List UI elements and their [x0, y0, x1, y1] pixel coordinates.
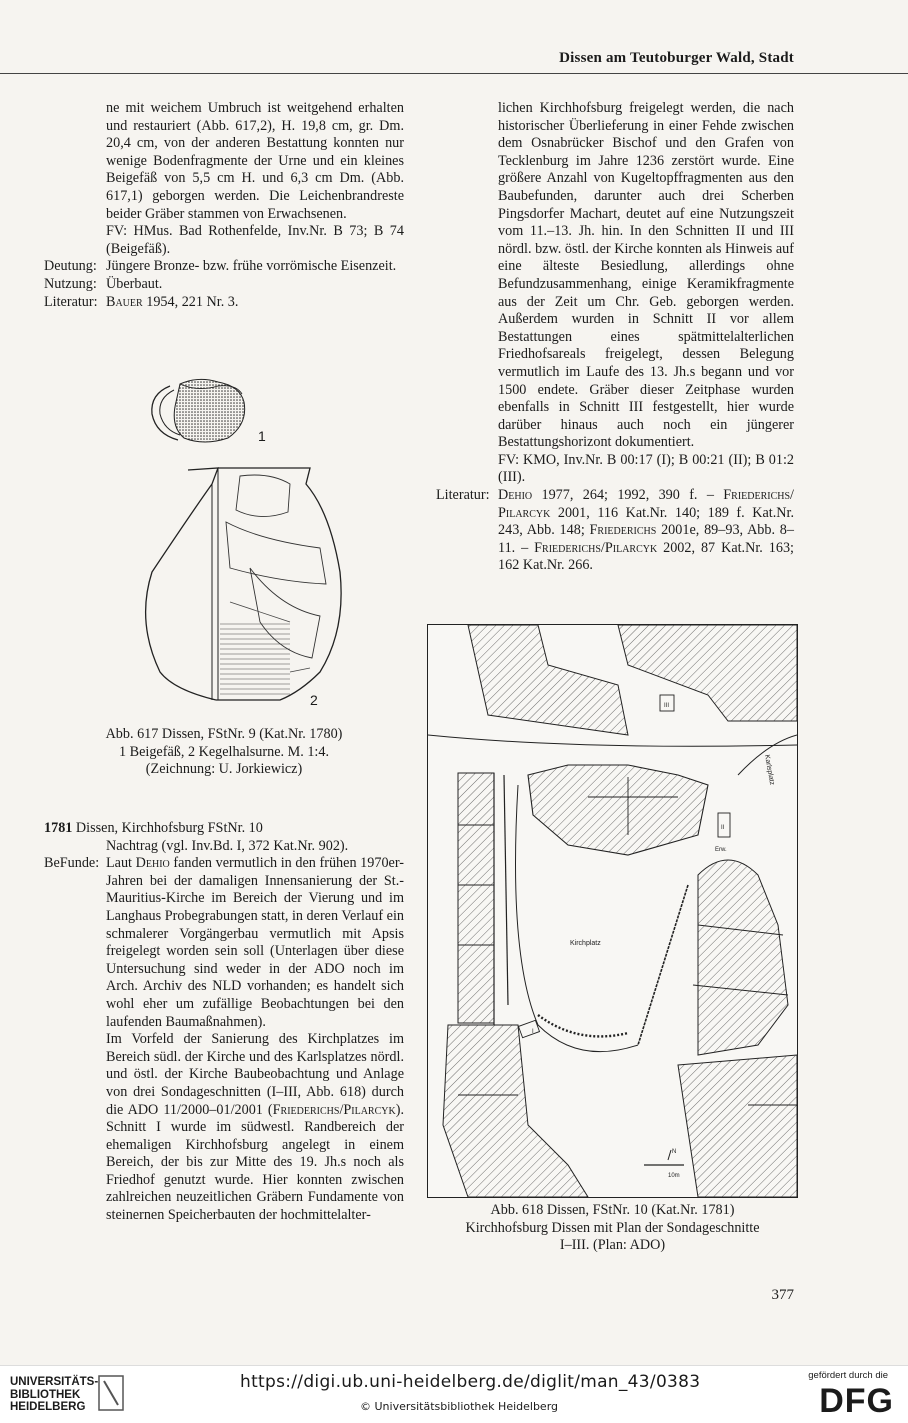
figure-617-label-2: 2 [310, 692, 318, 708]
lit-ref-4: 2002, 87 Kat.Nr. 163; 162 Kat.Nr. 266. [498, 539, 794, 574]
label-section-II: II [721, 825, 725, 831]
label-karlsplatz: Karlsplatz [763, 754, 776, 786]
figure-618-caption [427, 1202, 798, 1255]
site-plan [428, 625, 797, 1197]
right-literatur-label: Literatur: [436, 487, 490, 504]
building-bottom-left [443, 1025, 588, 1197]
figure-617-drawing [140, 372, 350, 712]
right-literatur-text [498, 487, 794, 575]
lit-ref-2: 2001, 116 Kat.Nr. 140; 189 f. Kat.Nr. 243, Abb. 148; [498, 504, 794, 539]
befunde-pre: Laut [106, 855, 136, 872]
lit-author-1: Dehio [498, 487, 533, 504]
literatur-ref: 1954, 221 Nr. 3. [142, 293, 239, 310]
caption-617-line3: (Zeichnung: U. Jorkiewicz) [145, 761, 303, 778]
building-right [698, 860, 788, 1055]
figure-617-label-1: 1 [258, 428, 266, 444]
deutung-text: Jüngere Bronze- bzw. frühe vorrömische Eisenzeit. [106, 258, 397, 275]
caption-617-line1: Abb. 617 Dissen, FStNr. 9 (Kat.Nr. 1780) [105, 726, 343, 742]
literatur-row [44, 294, 404, 312]
figure-618-map [427, 624, 798, 1198]
building-top-right [618, 625, 797, 721]
entry-text: ne mit weichem Umbruch ist weitgehend erhalten und restauriert (Abb. 617,2), H. 19,8 cm, gr. Dm. 20,4 cm, von der anderen Bestattung konnten nur wenige Bodenfragmente der Urne und ein kleines Beigefäß von 5,5 cm H. und 6,3 cm Dm. (Abb. 617,1) geborgen werden. Die Leichenbrandreste beider Gräber stammen von Erwachsenen. [106, 100, 404, 222]
entry-1781 [44, 820, 404, 1225]
library-line1: UNIVERSITÄTS- [10, 1376, 99, 1388]
library-line2: BIBLIOTHEK [10, 1388, 81, 1401]
caption-618-line2: Kirchhofsburg Dissen mit Plan der Sondageschnitte [465, 1219, 760, 1236]
caption-617-line2: 1 Beigefäß, 2 Kegelhalsurne. M. 1:4. [119, 743, 329, 760]
para2-pre: Im Vorfeld der Sanierung des Kirchplatzes im Bereich südl. der Kirche und des Karlsplatzes nördl. und östl. der Kirche Baubeobachtung und Anlage von drei Sondageschnitten (I–III, Abb. 618) durch die ADO 11/2000–01/2001 ( [106, 1031, 404, 1118]
befunde-row [44, 855, 404, 1031]
deutung-row [44, 258, 404, 276]
left-column-top [44, 100, 404, 311]
entry-1781-heading [44, 820, 404, 838]
label-section-III: III [664, 703, 670, 709]
label-scale: 10m [668, 1173, 680, 1179]
section-I-box [518, 1020, 539, 1037]
para2-post: ). Schnitt I wurde im südwestl. Randbereich der ehemaligen Kirchhofsburg angelegt in einem Bereich, der bis zur Mitte des 19. Jh.s noch als Friedhof genutzt wurde. Hier konnten zwischen zahlreichen neuzeitlichen Gräbern Fundamente von steinernen Speicherbauten der hochmittelalter- [106, 1101, 404, 1224]
deutung-label: Deutung: [44, 258, 97, 275]
lit-author-4: Friederichs/Pilarcyk [534, 539, 658, 556]
building-bottom-right [678, 1055, 797, 1197]
kegelhalsurne-drawing [146, 468, 342, 700]
entry-1781-number: 1781 [44, 820, 73, 836]
label-erw: Erw. [715, 847, 727, 853]
caption-618-line1: Abb. 618 Dissen, FStNr. 10 (Kat.Nr. 1781) [490, 1202, 735, 1218]
literatur-label: Literatur: [44, 293, 98, 310]
entry-1781-title: Dissen, Kirchhofsburg FStNr. 10 [72, 820, 263, 836]
fv-text: FV: HMus. Bad Rothenfelde, Inv.Nr. B 73; B 74 (Beigefäß). [106, 223, 404, 257]
befunde-body: fanden vermutlich in den frühen 1970er-Jahren bei der damaligen Innensanierung der St.-Mauritius-Kirche im Bereich der Vierung und im Langhaus Probegrabungen statt, in deren Verlauf ein schmalerer Vorgängerbau vermutlich mit Apsis freigelegt worden sein soll (Unterlagen über diese Untersuchung sind weder in der ADO noch im Arch. Archiv des NLD vorhanden; es handelt sich wohl eher um zufällige Beobachtungen bei den laufenden Baumaßnahmen). [106, 855, 405, 1030]
para2-authors: Friederichs/Pilarcyk [272, 1101, 396, 1118]
befunde-text [106, 855, 404, 1031]
copyright-text: © Universitätsbibliothek Heidelberg [360, 1400, 559, 1413]
label-north: N [672, 1149, 677, 1155]
literatur-text [106, 294, 404, 312]
right-literatur-row [436, 487, 794, 575]
befunde-author: Dehio [135, 855, 170, 872]
page-number: 377 [771, 1287, 794, 1303]
beigefass-drawing [152, 379, 245, 442]
literatur-author: Bauer [106, 293, 143, 310]
running-header: Dissen am Teutoburger Wald, Stadt [559, 50, 794, 66]
right-column [436, 100, 794, 575]
nutzung-row [44, 276, 404, 294]
figure-617-caption [44, 726, 404, 779]
befunde-para2 [44, 1031, 404, 1225]
befunde-label: BeFunde: [44, 855, 100, 872]
entry-1781-nachtrag: Nachtrag (vgl. Inv.Bd. I, 372 Kat.Nr. 902). [106, 837, 349, 854]
header-rule [0, 73, 908, 74]
building-left-row [458, 773, 494, 1023]
label-section-I: I [532, 1029, 534, 1035]
church [528, 765, 708, 855]
viewer-footer [0, 1365, 908, 1423]
building-top-left [468, 625, 628, 735]
north-arrow [668, 1150, 671, 1160]
document-url-link[interactable]: https://digi.ub.uni-heidelberg.de/diglit/man_43/0383 [240, 1372, 701, 1392]
library-line3: HEIDELBERG [10, 1401, 86, 1413]
dfg-logo: DFG [819, 1382, 894, 1420]
lit-ref-3: 2001e, 89–93, Abb. 8–11. – [498, 522, 794, 556]
label-kirchplatz: Kirchplatz [570, 940, 601, 947]
lit-author-3: Friederichs [589, 522, 657, 539]
lit-ref-1: 1977, 264; 1992, 390 f. – [532, 487, 724, 504]
caption-618-line3: I–III. (Plan: ADO) [559, 1237, 666, 1254]
library-logo [10, 1376, 98, 1414]
right-fv: FV: KMO, Inv.Nr. B 00:17 (I); B 00:21 (II); B 01:2 (III). [498, 451, 794, 486]
lit-author-2: Friederichs/ Pilarcyk [498, 487, 794, 521]
nutzung-text: Überbaut. [106, 275, 163, 292]
right-para: lichen Kirchhofsburg freigelegt werden, die nach historischer Überlieferung in einer Fehde zwischen dem Osnabrücker Bischof und den Grafen von Tecklenburg im Jahre 1236 zerstört wurde. Eine größere Anzahl von Kugeltopffragmenten aus den Baubefunden, darunter auch drei Scherben Pingsdorfer Machart, deutet auf eine Nutzungszeit vom 11.–13. Jh. hin. In den Schnitten II und III nördl. bzw. östl. der Kirche konnten als Hinweis auf eine älteste Besiedlung, allerdings ohne Befundzusammenhang, einige Keramikfragmente aus der Zeit um Chr. Geb. geborgen werden. Außerdem wurden in Schnitt II vor allem Bestattungen eines spätmittelalterlichen Friedhofsareals freigelegt, dessen Belegung vermutlich im Laufe des 13. Jh.s begann und vor 1500 endete. Gräber dieser Zeitphase wurden ebenfalls in Schnitt III festgestellt, hier wurde darüber hinaus auch noch ein jüngerer Bestattungshorizont dokumentiert. [498, 100, 794, 451]
funding-note: gefördert durch die [808, 1370, 888, 1381]
library-emblem-icon [98, 1375, 124, 1411]
nutzung-label: Nutzung: [44, 275, 97, 292]
